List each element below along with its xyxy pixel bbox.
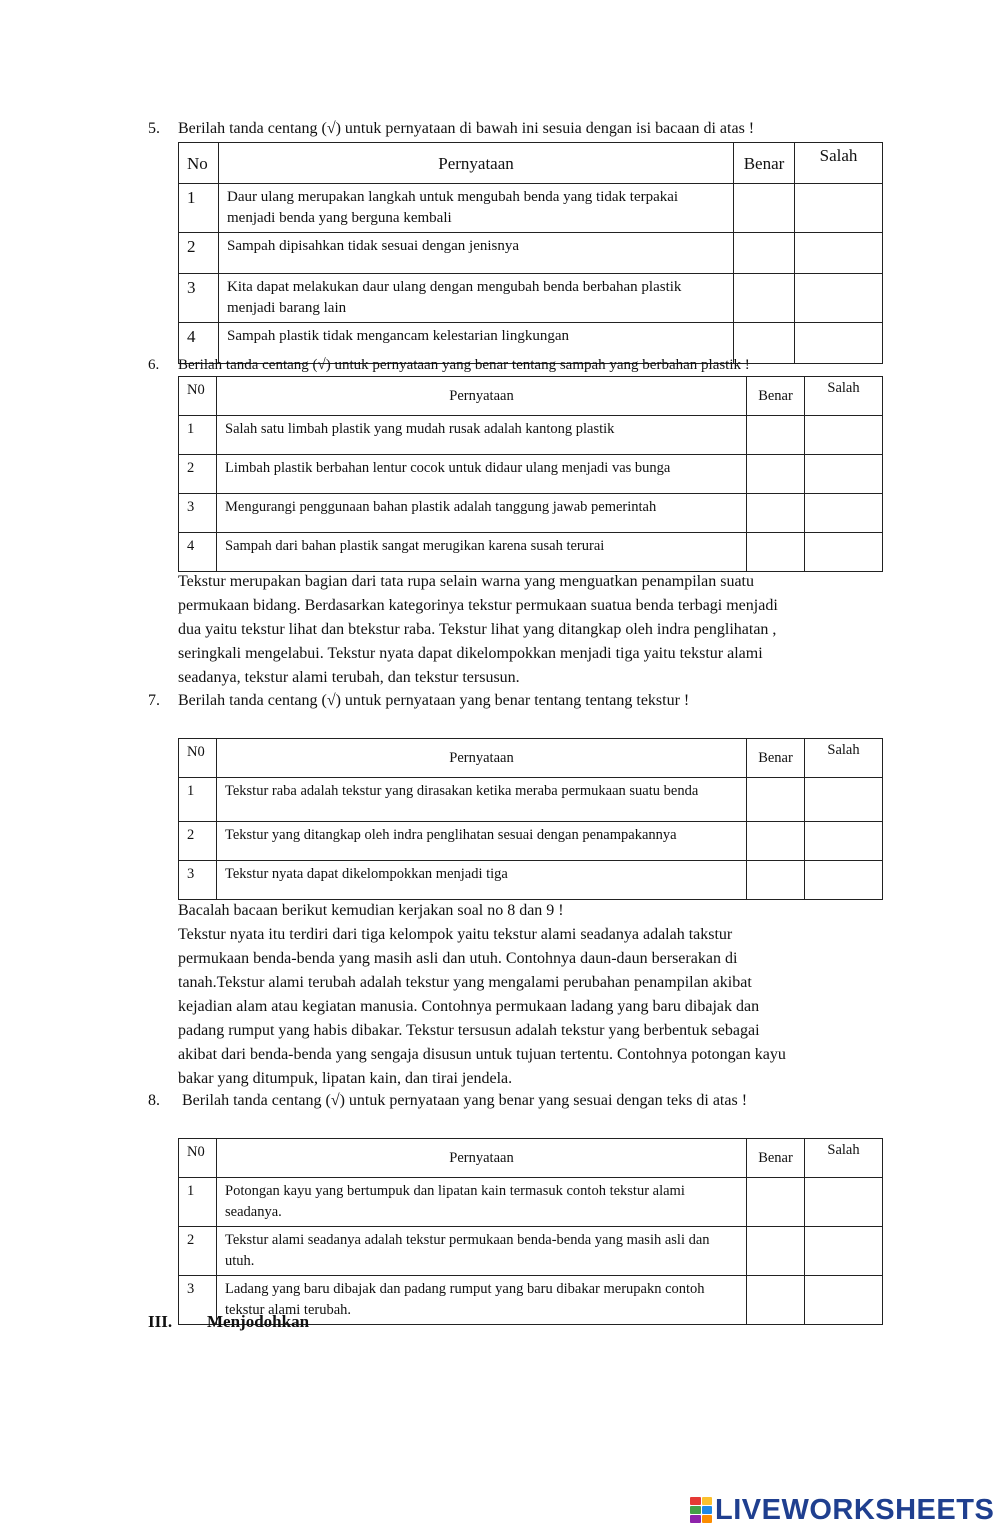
answer-true-cell[interactable] xyxy=(747,822,805,861)
row-number: 3 xyxy=(179,494,217,533)
header-no: N0 xyxy=(179,1139,217,1178)
answer-false-cell[interactable] xyxy=(795,323,883,364)
passage-instruction: Bacalah bacaan berikut kemudian kerjakan soal no 8 dan 9 ! xyxy=(178,902,564,919)
row-number: 2 xyxy=(179,822,217,861)
answer-false-cell[interactable] xyxy=(805,1227,883,1276)
answer-false-cell[interactable] xyxy=(805,861,883,900)
table-row xyxy=(179,455,883,494)
answer-true-cell[interactable] xyxy=(734,184,795,233)
header-statement: Pernyataan xyxy=(217,377,747,416)
question-text: Berilah tanda centang (√) untuk pernyataan di bawah ini sesuia dengan isi bacaan di atas ! xyxy=(178,120,755,137)
passage-line: akibat dari benda-benda yang sengaja disusun untuk tujuan tertentu. Contohnya potongan kayu xyxy=(178,1046,786,1063)
table-q8 xyxy=(178,1138,883,1325)
passage-line: tanah.Tekstur alami terubah adalah tekstur yang mengalami perubahan penampilan akibat xyxy=(178,974,752,991)
row-number: 1 xyxy=(179,416,217,455)
section-title: Menjodohkan xyxy=(207,1312,310,1331)
answer-true-cell[interactable] xyxy=(747,455,805,494)
header-no: N0 xyxy=(179,377,217,416)
passage-line: seadanya, tekstur alami terubah, dan tekstur tersusun. xyxy=(178,669,520,686)
row-statement: Daur ulang merupakan langkah untuk mengubah benda yang tidak terpakai menjadi benda yang berguna kembali xyxy=(219,184,734,233)
header-true: Benar xyxy=(734,143,795,184)
passage-line: dua yaitu tekstur lihat dan btekstur raba. Tekstur lihat yang ditangkap oleh indra penglihatan , xyxy=(178,621,777,638)
header-false: Salah xyxy=(805,1139,883,1178)
header-statement: Pernyataan xyxy=(217,1139,747,1178)
section-heading xyxy=(148,1312,309,1332)
passage-line: Tekstur merupakan bagian dari tata rupa selain warna yang menguatkan penampilan suatu xyxy=(178,573,754,590)
row-number: 2 xyxy=(179,233,219,274)
section-number: III. xyxy=(148,1312,173,1331)
header-true: Benar xyxy=(747,1139,805,1178)
liveworksheets-logo xyxy=(690,1494,994,1526)
answer-false-cell[interactable] xyxy=(805,778,883,822)
answer-true-cell[interactable] xyxy=(747,494,805,533)
table-q7 xyxy=(178,738,883,900)
row-number: 1 xyxy=(179,184,219,233)
question-number: 5. xyxy=(148,120,160,137)
logo-text: LIVEWORKSHEETS xyxy=(715,1493,995,1526)
row-number: 4 xyxy=(179,533,217,572)
table-row xyxy=(179,533,883,572)
question-number: 7. xyxy=(148,692,160,709)
table-q6 xyxy=(178,376,883,572)
table-q5 xyxy=(178,142,883,364)
answer-true-cell[interactable] xyxy=(747,1178,805,1227)
answer-true-cell[interactable] xyxy=(747,416,805,455)
passage-line: seringkali mengelabui. Tekstur nyata dapat dikelompokkan menjadi tiga yaitu tekstur alami xyxy=(178,645,763,662)
table-row xyxy=(179,1227,883,1276)
row-number: 3 xyxy=(179,861,217,900)
header-statement: Pernyataan xyxy=(219,143,734,184)
header-statement: Pernyataan xyxy=(217,739,747,778)
header-false: Salah xyxy=(795,143,883,184)
header-true: Benar xyxy=(747,377,805,416)
row-number: 2 xyxy=(179,455,217,494)
passage-line: padang rumput yang habis dibakar. Tekstur tersusun adalah tekstur yang berbentuk sebagai xyxy=(178,1022,760,1039)
table-row xyxy=(179,861,883,900)
header-no: No xyxy=(179,143,219,184)
answer-true-cell[interactable] xyxy=(747,778,805,822)
table-row xyxy=(179,184,883,233)
answer-false-cell[interactable] xyxy=(805,416,883,455)
row-number: 3 xyxy=(179,274,219,323)
reading-passage-2 xyxy=(178,899,868,1091)
row-statement: Sampah plastik tidak mengancam kelestarian lingkungan xyxy=(219,323,734,364)
answer-true-cell[interactable] xyxy=(747,1276,805,1325)
answer-false-cell[interactable] xyxy=(805,822,883,861)
passage-line: permukaan bidang. Berdasarkan kategorinya tekstur permukaan suatua benda terbagi menjadi xyxy=(178,597,778,614)
header-true: Benar xyxy=(747,739,805,778)
row-statement: Limbah plastik berbahan lentur cocok untuk didaur ulang menjadi vas bunga xyxy=(217,455,747,494)
row-number: 4 xyxy=(179,323,219,364)
row-statement: Kita dapat melakukan daur ulang dengan mengubah benda berbahan plastik menjadi barang lain xyxy=(219,274,734,323)
answer-false-cell[interactable] xyxy=(805,494,883,533)
answer-false-cell[interactable] xyxy=(805,455,883,494)
row-number: 1 xyxy=(179,778,217,822)
row-statement: Potongan kayu yang bertumpuk dan lipatan kain termasuk contoh tekstur alami seadanya. xyxy=(217,1178,747,1227)
question-7 xyxy=(148,691,689,711)
answer-true-cell[interactable] xyxy=(747,861,805,900)
answer-false-cell[interactable] xyxy=(795,233,883,274)
row-statement: Sampah dipisahkan tidak sesuai dengan jenisnya xyxy=(219,233,734,274)
question-text: Berilah tanda centang (√) untuk pernyataan yang benar yang sesuai dengan teks di atas ! xyxy=(178,1092,748,1109)
answer-true-cell[interactable] xyxy=(734,274,795,323)
logo-blocks-icon xyxy=(690,1497,712,1523)
row-number: 2 xyxy=(179,1227,217,1276)
answer-false-cell[interactable] xyxy=(805,1178,883,1227)
question-text: Berilah tanda centang (√) untuk pernyataan yang benar tentang tentang tekstur ! xyxy=(178,692,690,709)
reading-passage-1 xyxy=(178,570,868,690)
answer-true-cell[interactable] xyxy=(734,233,795,274)
question-number: 8. xyxy=(148,1092,160,1109)
passage-line: bakar yang ditumpuk, lipatan kain, dan tirai jendela. xyxy=(178,1070,513,1087)
answer-false-cell[interactable] xyxy=(805,1276,883,1325)
table-row xyxy=(179,822,883,861)
question-5 xyxy=(148,119,754,139)
row-statement: Tekstur raba adalah tekstur yang dirasakan ketika meraba permukaan suatu benda xyxy=(217,778,747,822)
answer-false-cell[interactable] xyxy=(795,184,883,233)
question-number: 6. xyxy=(148,357,160,373)
table-row xyxy=(179,416,883,455)
answer-false-cell[interactable] xyxy=(805,533,883,572)
row-statement: Ladang yang baru dibajak dan padang rumput yang baru dibakar merupakn contoh tekstur alami terubah. xyxy=(217,1276,747,1325)
question-6 xyxy=(148,355,750,375)
header-no: N0 xyxy=(179,739,217,778)
answer-false-cell[interactable] xyxy=(795,274,883,323)
header-false: Salah xyxy=(805,739,883,778)
passage-line: permukaan benda-benda yang masih asli dan utuh. Contohnya daun-daun berserakan di xyxy=(178,950,738,967)
table-row xyxy=(179,778,883,822)
question-8 xyxy=(148,1091,747,1111)
answer-true-cell[interactable] xyxy=(747,533,805,572)
passage-line: kejadian alam atau kegiatan manusia. Contohnya permukaan ladang yang baru dibajak dan xyxy=(178,998,760,1015)
table-row xyxy=(179,233,883,274)
row-number: 1 xyxy=(179,1178,217,1227)
header-false: Salah xyxy=(805,377,883,416)
passage-line: Tekstur nyata itu terdiri dari tiga kelompok yaitu tekstur alami seadanya adalah takstur xyxy=(178,926,733,943)
question-text: Berilah tanda centang (√) untuk pernyataan yang benar tentang sampah yang berbahan plastik ! xyxy=(178,357,750,373)
answer-true-cell[interactable] xyxy=(747,1227,805,1276)
table-row xyxy=(179,274,883,323)
table-row xyxy=(179,1178,883,1227)
row-statement: Sampah dari bahan plastik sangat merugikan karena susah terurai xyxy=(217,533,747,572)
table-row xyxy=(179,494,883,533)
row-statement: Tekstur nyata dapat dikelompokkan menjadi tiga xyxy=(217,861,747,900)
row-statement: Tekstur yang ditangkap oleh indra penglihatan sesuai dengan penampakannya xyxy=(217,822,747,861)
row-statement: Tekstur alami seadanya adalah tekstur permukaan benda-benda yang masih asli dan utuh. xyxy=(217,1227,747,1276)
row-number: 3 xyxy=(179,1276,217,1325)
row-statement: Mengurangi penggunaan bahan plastik adalah tanggung jawab pemerintah xyxy=(217,494,747,533)
row-statement: Salah satu limbah plastik yang mudah rusak adalah kantong plastik xyxy=(217,416,747,455)
